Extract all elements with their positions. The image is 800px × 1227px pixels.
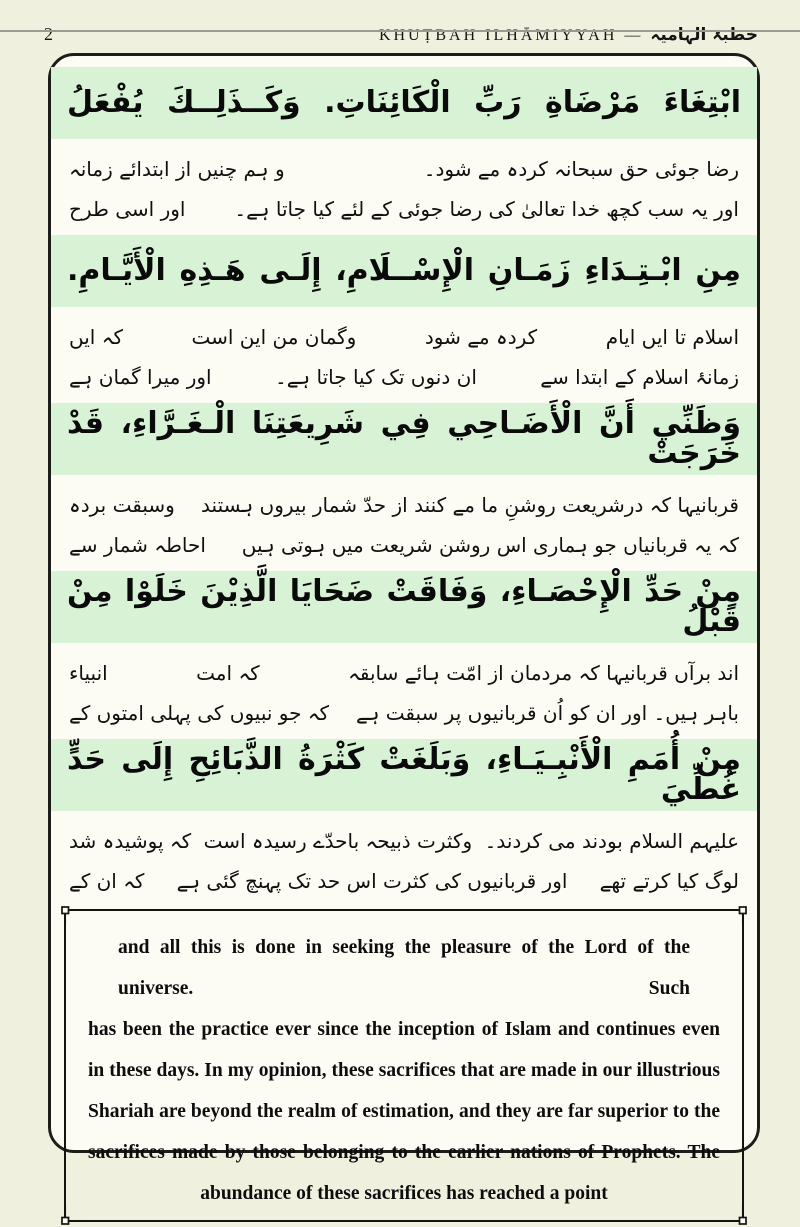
- english-line: has been the practice ever since the inception of Islam and continues even: [88, 1019, 720, 1040]
- page-header: [44, 24, 758, 45]
- english-translation-frame: [64, 909, 744, 1222]
- section-3: [51, 403, 757, 571]
- translation-segment: وسبقت بردہ: [69, 493, 175, 517]
- translation-segment: اور یہ سب کچھ خدا تعالیٰ کی رضا جوئی کے لئے کیا جاتا ہے۔: [234, 197, 739, 221]
- translation-block: [51, 811, 757, 907]
- translation-segment: علیہم السلام بودند می کردند۔: [484, 829, 739, 853]
- translation-segment: کہ جو نبیوں کی پہلی امتوں کے: [69, 701, 330, 725]
- translation-segment: کہ امت: [196, 661, 260, 685]
- translation-segment: رضا جوئی حق سبحانہ کردہ مے شود۔: [423, 157, 739, 181]
- urdu-translation-line: [69, 357, 739, 397]
- arabic-verse-text: مِنْ حَدِّ الْإِحْصَـاءِ، وَفَاقَتْ ضَحَايَا الَّذِيْنَ خَلَوْا مِنْ قَبْلُ: [67, 574, 741, 639]
- arabic-verse-band: [51, 403, 757, 475]
- page-title-urdu: خطبۂ الہامیہ: [650, 25, 758, 45]
- translation-segment: اور اسی طرح: [69, 197, 186, 221]
- page-number: 2: [44, 24, 53, 44]
- translation-segment: باہر ہیں۔ اور ان کو اُن قربانیوں پر سبقت ہے: [355, 701, 739, 725]
- translation-block: [51, 643, 757, 739]
- arabic-verse-band: [51, 571, 757, 643]
- persian-translation-line: [69, 149, 739, 189]
- translation-block: [51, 307, 757, 403]
- english-line: sacrifices made by those belonging to the earlier nations of Prophets. The: [88, 1142, 720, 1163]
- translation-segment: و ہم چنیں از ابتدائے زمانہ: [69, 157, 285, 181]
- section-1: [51, 67, 757, 235]
- translation-segment: وکثرت ذبیحہ باحدّے رسیدہ است: [203, 829, 473, 853]
- translation-segment: لوگ کیا کرتے تھے: [599, 869, 739, 893]
- english-line: abundance of these sacrifices has reached a point: [200, 1183, 608, 1204]
- page-title: [379, 24, 758, 45]
- section-2: [51, 235, 757, 403]
- translation-segment: انبیاء: [69, 661, 108, 685]
- translation-segment: کہ پوشیدہ شد: [69, 829, 192, 853]
- persian-translation-line: [69, 821, 739, 861]
- arabic-verse-text: مِنْ أُمَمِ الْأَنْبِـيَـاءِ، وَبَلَغَتْ كَثْرَةُ الذَّبَائِحِ إِلَى حَدٍّ غُطِّيَ: [67, 742, 741, 807]
- translation-segment: کہ یہ قربانیاں جو ہماری اس روشن شریعت میں ہوتی ہیں: [241, 533, 739, 557]
- translation-segment: قربانیہا کہ درشریعت روشنِ ما مے کنند از حدّ شمار بیروں ہستند: [201, 493, 739, 517]
- persian-translation-line: [69, 317, 739, 357]
- translation-segment: کردہ مے شود: [424, 325, 538, 349]
- arabic-verse-band: [51, 739, 757, 811]
- translation-segment: کہ ایں: [69, 325, 123, 349]
- persian-translation-line: [69, 653, 739, 693]
- page-title-latin: KHUṬBAH ILHĀMIYYAH: [378, 27, 618, 44]
- book-page: [0, 24, 800, 1224]
- corner-ornament-icon: [59, 904, 81, 926]
- translation-segment: احاطہ شمار سے: [69, 533, 206, 557]
- translation-block: [51, 139, 757, 235]
- translation-segment: اور قربانیوں کی کثرت اس حد تک پہنچ گئی ہے: [176, 869, 568, 893]
- urdu-translation-line: [69, 525, 739, 565]
- arabic-verse-band: [51, 235, 757, 307]
- translation-block: [51, 475, 757, 571]
- arabic-verse-band: [51, 67, 757, 139]
- english-line: and all this is done in seeking the pleasure of the Lord of the universe. Such: [118, 937, 690, 999]
- translation-segment: زمانۂ اسلام کے ابتدا سے: [540, 365, 739, 389]
- top-rule: [0, 30, 800, 32]
- translation-segment: اسلام تا ایں ایام: [605, 325, 739, 349]
- english-line: in these days. In my opinion, these sacrifices that are made in our illustrious: [88, 1060, 720, 1081]
- title-dash: —: [624, 27, 644, 44]
- translation-segment: اور میرا گمان ہے: [69, 365, 212, 389]
- english-line: Shariah are beyond the realm of estimation, and they are far superior to the: [88, 1101, 720, 1122]
- corner-ornament-icon: [727, 1205, 749, 1227]
- main-text-frame: [48, 53, 760, 1204]
- arabic-verse-text: ابْتِغَاءَ مَرْضَاةِ رَبِّ الْكَائِنَاتِ. وَكَــذَلِــكَ يُفْعَلُ: [67, 85, 741, 120]
- corner-ornament-icon: [59, 1205, 81, 1227]
- urdu-translation-line: [69, 189, 739, 229]
- translation-segment: اند برآں قربانیہا کہ مردمان از امّت ہائے سابقہ: [348, 661, 739, 685]
- urdu-translation-line: [69, 861, 739, 901]
- translation-segment: کہ ان کے: [69, 869, 145, 893]
- persian-translation-line: [69, 485, 739, 525]
- urdu-translation-line: [69, 693, 739, 733]
- section-5: [51, 739, 757, 907]
- corner-ornament-icon: [727, 904, 749, 926]
- arabic-verse-text: مِنِ ابْـتِـدَاءِ زَمَـانِ الْإِسْــلَامِ، إِلَـى هَـذِهِ الْأَيَّـامِ.: [67, 253, 741, 288]
- section-4: [51, 571, 757, 739]
- arabic-verse-text: وَظَنِّي أَنَّ الْأَضَـاحِي فِي شَرِيعَتِنَا الْـغَـرَّاءِ، قَدْ خَرَجَتْ: [67, 406, 741, 471]
- translation-segment: وگمان من این است: [191, 325, 357, 349]
- translation-segment: ان دنوں تک کیا جاتا ہے۔: [274, 365, 477, 389]
